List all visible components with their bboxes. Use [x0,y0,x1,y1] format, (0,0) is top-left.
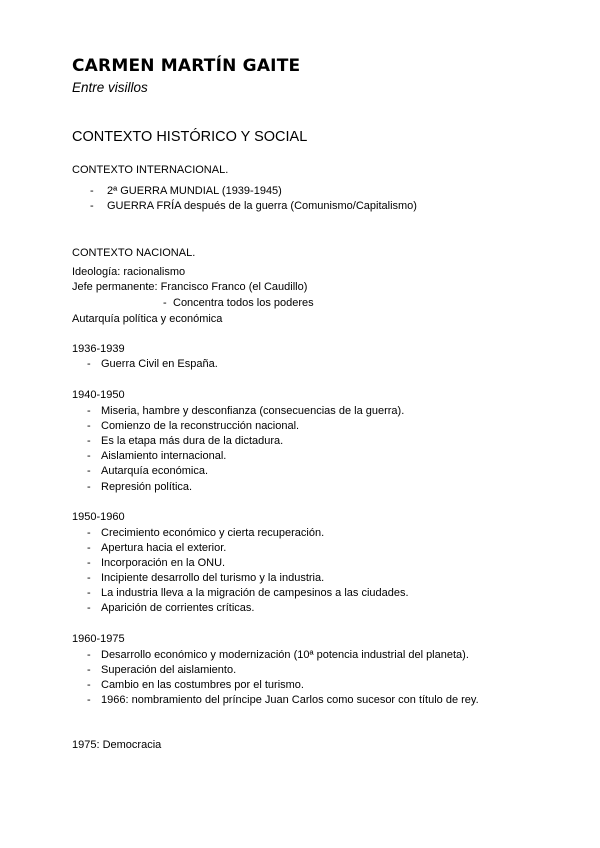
bullet-dash: - [87,405,91,417]
author-name: CARMEN MARTÍN GAITE [72,56,301,76]
bullet-dash: - [87,587,91,599]
ideologia-line: Ideología: racionalismo [72,266,186,278]
list-item: Guerra Civil en España. [101,358,218,370]
list-item: Incipiente desarrollo del turismo y la industria. [101,572,325,584]
list-item: Autarquía económica. [101,465,209,477]
bullet-dash: - [90,200,94,212]
list-item: Incorporación en la ONU. [101,557,226,569]
internacional-label: CONTEXTO INTERNACIONAL. [72,164,229,176]
autarquia-line: Autarquía política y económica [72,313,223,325]
list-item: Es la etapa más dura de la dictadura. [101,435,284,447]
bullet-dash: - [87,450,91,462]
list-item: Superación del aislamiento. [101,664,237,676]
bullet-dash: - [87,572,91,584]
bullet-dash: - [87,664,91,676]
bullet-dash: - [87,649,91,661]
bullet-dash: - [87,557,91,569]
list-item: Crecimiento económico y cierta recuperación. [101,527,325,539]
period-label: 1936-1939 [72,343,125,355]
bullet-dash: - [87,694,91,706]
list-item: Comienzo de la reconstrucción nacional. [101,420,300,432]
bullet-dash: - [87,679,91,691]
bullet-dash: - [87,542,91,554]
section-heading: CONTEXTO HISTÓRICO Y SOCIAL [72,129,308,145]
bullet-dash: - [90,185,94,197]
list-item: Cambio en las costumbres por el turismo. [101,679,304,691]
list-item: Apertura hacia el exterior. [101,542,227,554]
bullet-dash: - [87,481,91,493]
period-label: 1950-1960 [72,511,125,523]
bullet-dash: - [87,602,91,614]
period-label: 1940-1950 [72,389,125,401]
list-item: Aparición de corrientes críticas. [101,602,255,614]
list-item: Desarrollo económico y modernización (10ª potencia industrial del planeta). [101,649,469,661]
bullet-dash: - [87,358,91,370]
jefe-line: Jefe permanente: Francisco Franco (el Caudillo) [72,281,308,293]
bullet-dash: - [87,435,91,447]
nacional-label: CONTEXTO NACIONAL. [72,247,196,259]
list-item: Miseria, hambre y desconfianza (consecuencias de la guerra). [101,405,405,417]
list-item: 1966: nombramiento del príncipe Juan Carlos como sucesor con título de rey. [101,694,479,706]
poderes-line: Concentra todos los poderes [173,297,314,309]
bullet-dash: - [87,420,91,432]
bullet-dash: - [87,527,91,539]
list-item: Represión política. [101,481,193,493]
period-label: 1960-1975 [72,633,125,645]
bullet-dash: - [87,465,91,477]
book-title: Entre visillos [72,80,148,95]
list-item: Aislamiento internacional. [101,450,227,462]
list-item: La industria lleva a la migración de campesinos a las ciudades. [101,587,409,599]
bullet-dash: - [163,297,167,309]
final-line: 1975: Democracia [72,739,162,751]
list-item: GUERRA FRÍA después de la guerra (Comunismo/Capitalismo) [107,200,417,212]
list-item: 2ª GUERRA MUNDIAL (1939-1945) [107,185,282,197]
